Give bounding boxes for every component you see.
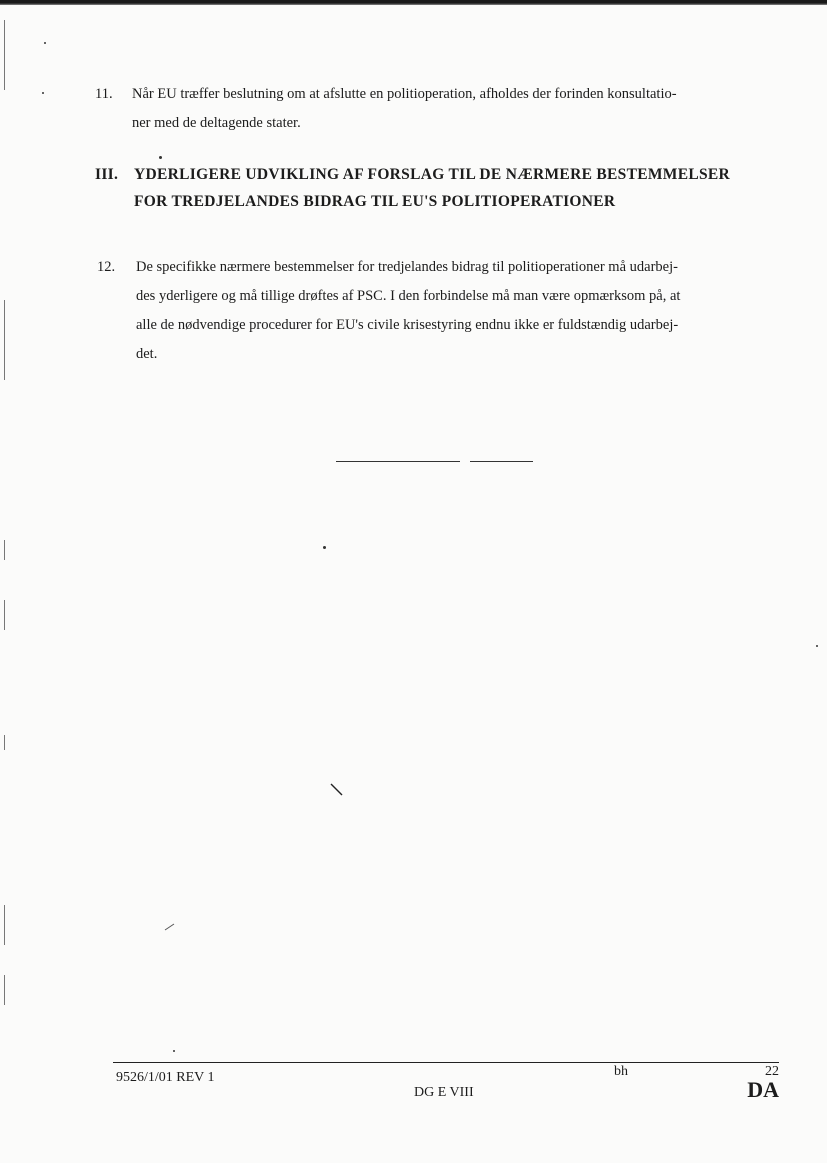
scan-edge-mark: [4, 540, 5, 560]
department-code: DG E VIII: [414, 1085, 474, 1100]
scan-speck: [173, 1050, 175, 1052]
scan-edge-mark: [4, 20, 5, 90]
section-title: [134, 161, 730, 215]
paragraph-line: det.: [136, 346, 158, 362]
section-title-line: YDERLIGERE UDVIKLING AF FORSLAG TIL DE NÆRMERE BESTEMMELSER: [134, 166, 731, 183]
paragraph-body: [132, 80, 752, 138]
scan-stroke-mark: [330, 783, 344, 797]
end-of-text-rule: [470, 461, 533, 462]
section-title-line: FOR TREDJELANDES BIDRAG TIL EU'S POLITIOPERATIONER: [134, 193, 616, 210]
page-number: 22: [765, 1064, 779, 1079]
scan-speck: [42, 92, 44, 94]
scan-edge-mark: [4, 300, 5, 380]
scan-speck: [323, 546, 326, 549]
scan-edge-mark: [4, 735, 5, 750]
paragraph-line: alle de nødvendige procedurer for EU's civile krisestyring endnu ikke er fuldstændig udarbej-: [136, 317, 679, 333]
paragraph-line: De specifikke nærmere bestemmelser for tredjelandes bidrag til politioperationer må udarbej-: [136, 259, 678, 275]
scan-edge-mark: [4, 975, 5, 1005]
scan-speck: [159, 156, 162, 159]
paragraph-number: 12.: [97, 259, 116, 275]
scan-top-border: [0, 0, 827, 5]
paragraph-number: 11.: [95, 86, 113, 102]
language-code: DA: [747, 1077, 779, 1102]
footer-rule: [113, 1062, 779, 1063]
paragraph-line: des yderligere og må tillige drøftes af PSC. I den forbindelse må man være opmærksom på, at: [136, 288, 681, 304]
author-initials: bh: [614, 1064, 628, 1079]
scan-speck: [44, 42, 46, 44]
end-of-text-rule: [336, 461, 460, 462]
paragraph-line: ner med de deltagende stater.: [132, 115, 301, 131]
scan-edge-mark: [4, 600, 5, 630]
section-number: III.: [95, 166, 119, 183]
paragraph-line: Når EU træffer beslutning om at afslutte en politioperation, afholdes der forinden konsultatio-: [132, 86, 677, 102]
paragraph-body: [136, 253, 756, 369]
document-reference: 9526/1/01 REV 1: [116, 1070, 215, 1085]
scan-speck: [816, 645, 818, 647]
scan-stroke-mark: [164, 922, 176, 932]
scan-edge-mark: [4, 905, 5, 945]
